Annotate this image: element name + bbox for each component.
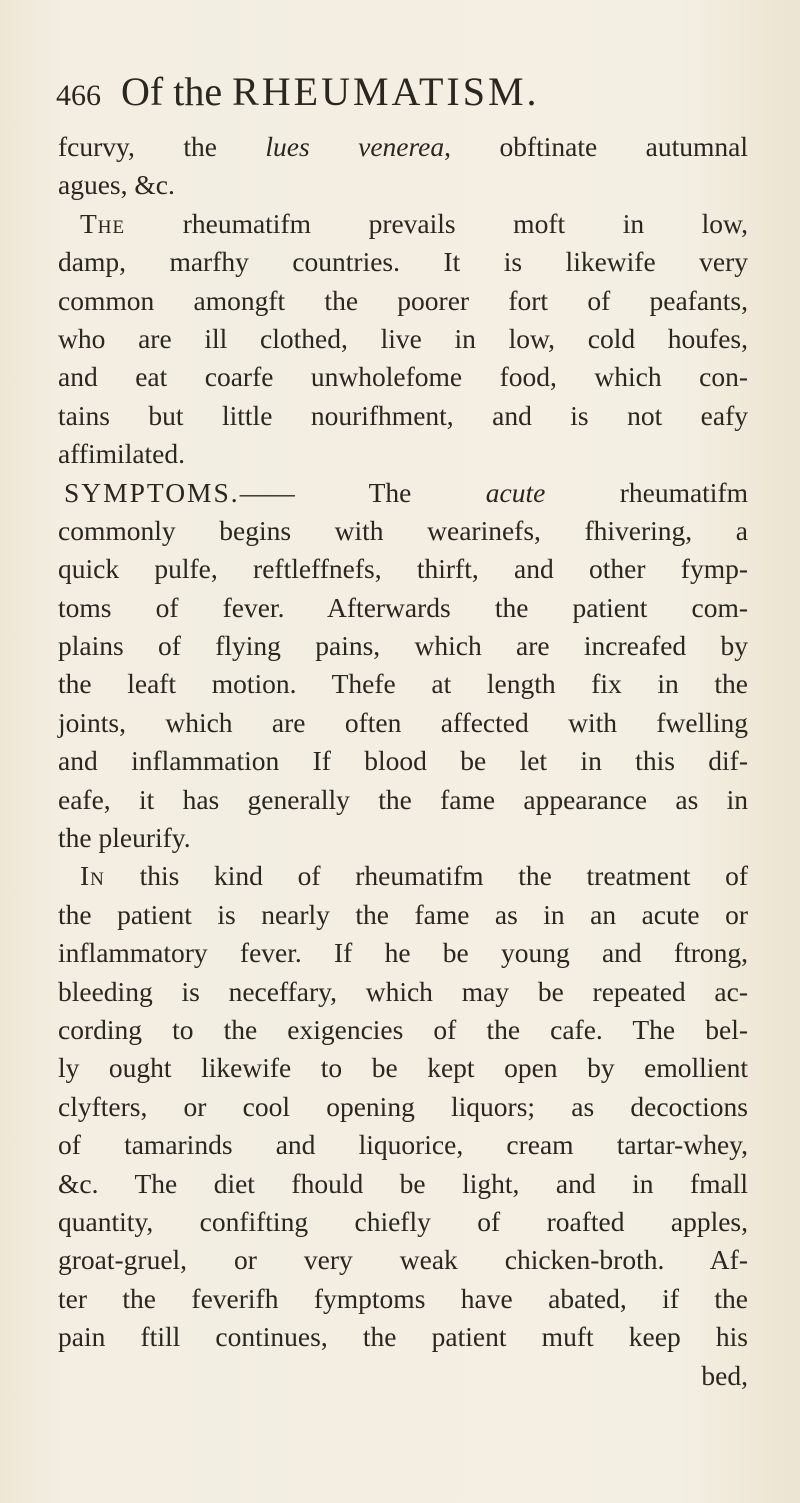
text-line bbox=[58, 205, 748, 243]
text-line bbox=[58, 474, 748, 512]
text-segment: ter the feverifh fymptoms have abated, if the bbox=[58, 1282, 748, 1314]
text-line bbox=[58, 550, 748, 588]
text-segment: agues, &c. bbox=[58, 169, 175, 201]
text-line bbox=[58, 1357, 748, 1395]
text-segment: rheumatifm bbox=[545, 476, 748, 508]
text-line bbox=[58, 819, 748, 857]
text-segment: pain ftill continues, the patient muft keep his bbox=[58, 1321, 748, 1353]
text-line bbox=[58, 166, 748, 204]
italic-term: lues venerea bbox=[265, 131, 445, 162]
text-segment: and eat coarfe unwholefome food, which con- bbox=[58, 361, 748, 393]
text-line bbox=[58, 1203, 748, 1241]
running-title: RHEUMATISM. bbox=[232, 69, 540, 114]
text-segment: quantity, confifting chiefly of roafted apples, bbox=[58, 1205, 748, 1237]
body-text bbox=[58, 128, 748, 1395]
text-line bbox=[58, 358, 748, 396]
section-heading: SYMPTOMS. bbox=[64, 476, 240, 508]
text-line bbox=[58, 1011, 748, 1049]
text-segment: In bbox=[80, 860, 105, 892]
text-line bbox=[58, 665, 748, 703]
text-segment: The bbox=[80, 207, 126, 239]
text-line bbox=[58, 243, 748, 281]
text-line bbox=[58, 1165, 748, 1203]
text-line bbox=[58, 1318, 748, 1356]
text-line bbox=[58, 128, 748, 166]
text-line bbox=[58, 320, 748, 358]
text-segment: and inflammation If blood be let in this dif- bbox=[58, 745, 748, 777]
text-segment: bleeding is neceffary, which may be repeated ac- bbox=[58, 975, 748, 1007]
text-line bbox=[58, 781, 748, 819]
text-segment: —— The bbox=[239, 476, 486, 508]
text-line bbox=[58, 934, 748, 972]
text-segment: eafe, it has generally the fame appearance as in bbox=[58, 783, 748, 815]
text-line bbox=[58, 627, 748, 665]
text-segment: cording to the exigencies of the cafe. The bel- bbox=[58, 1013, 748, 1045]
text-segment: damp, marfhy countries. It is likewife very bbox=[58, 246, 748, 278]
text-segment: rheumatifm prevails moft in low, bbox=[125, 207, 748, 239]
text-segment: quick pulfe, reftleffnefs, thirft, and other fymp- bbox=[58, 553, 748, 585]
italic-term: acute bbox=[485, 476, 546, 508]
page-number: 466 bbox=[56, 79, 101, 112]
text-line bbox=[58, 512, 748, 550]
text-segment: of tamarinds and liquorice, cream tartar-whey, bbox=[58, 1129, 748, 1161]
text-segment: commonly begins with wearinefs, fhivering, a bbox=[58, 514, 748, 546]
text-segment: who are ill clothed, live in low, cold houfes, bbox=[58, 322, 748, 354]
text-line bbox=[58, 742, 748, 780]
text-segment: plains of flying pains, which are increafed by bbox=[58, 630, 748, 662]
text-line bbox=[58, 704, 748, 742]
text-line bbox=[58, 896, 748, 934]
text-segment: fcurvy, the bbox=[58, 131, 266, 162]
text-segment: the pleurify. bbox=[58, 822, 191, 854]
text-line bbox=[58, 973, 748, 1011]
text-segment: the patient is nearly the fame as in an acute or bbox=[58, 898, 748, 930]
running-header bbox=[56, 68, 746, 120]
text-line bbox=[58, 589, 748, 627]
text-segment: groat-gruel, or very weak chicken-broth. Af- bbox=[58, 1244, 748, 1276]
text-segment: common amongft the poorer fort of peafants, bbox=[58, 284, 748, 316]
text-line bbox=[58, 857, 748, 895]
text-line bbox=[58, 1280, 748, 1318]
text-segment: &c. The diet fhould be light, and in fmall bbox=[58, 1167, 748, 1199]
text-segment: tains but little nourifhment, and is not eafy bbox=[58, 399, 748, 431]
text-segment: affimilated. bbox=[58, 438, 186, 470]
text-segment: clyfters, or cool opening liquors; as decoctions bbox=[58, 1090, 748, 1122]
text-line bbox=[58, 282, 748, 320]
text-line bbox=[58, 1241, 748, 1279]
text-segment: toms of fever. Afterwards the patient com- bbox=[58, 591, 748, 623]
text-segment: ly ought likewife to be kept open by emollient bbox=[58, 1052, 748, 1084]
text-line bbox=[58, 1126, 748, 1164]
text-segment: , obftinate autumnal bbox=[444, 131, 748, 162]
running-title-prefix: Of the bbox=[121, 69, 223, 114]
text-segment: inflammatory fever. If he be young and ftrong, bbox=[58, 937, 748, 969]
text-line bbox=[58, 435, 748, 473]
text-segment: joints, which are often affected with fwelling bbox=[58, 706, 748, 738]
text-line bbox=[58, 1049, 748, 1087]
text-line bbox=[58, 1088, 748, 1126]
text-line bbox=[58, 397, 748, 435]
text-segment: this kind of rheumatifm the treatment of bbox=[104, 860, 748, 892]
text-segment: the leaft motion. Thefe at length fix in the bbox=[58, 668, 748, 700]
text-segment: bed, bbox=[701, 1359, 748, 1391]
